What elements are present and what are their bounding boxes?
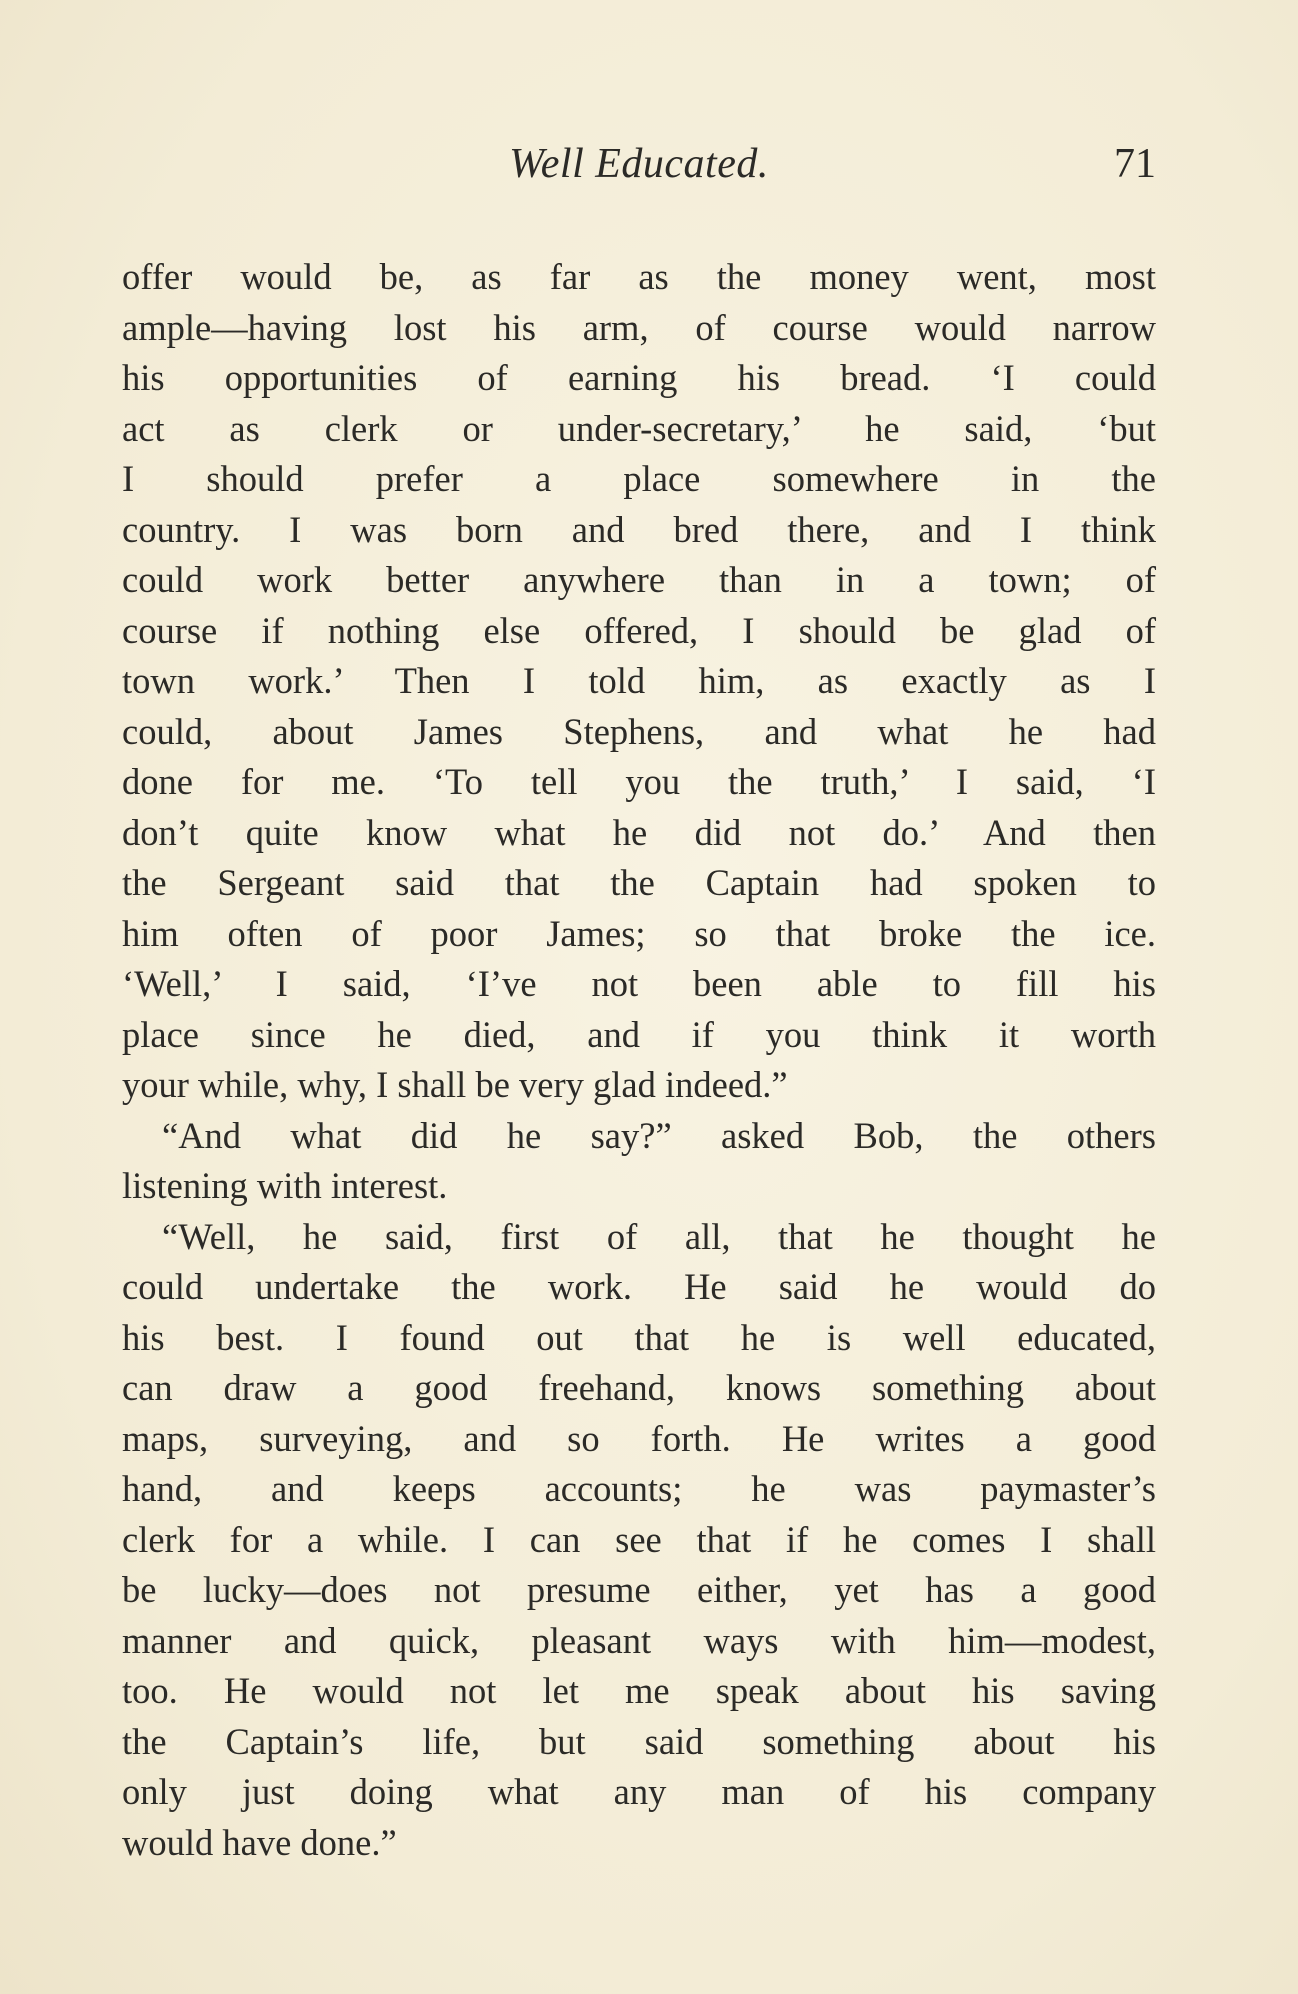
text-line: listening with interest. [122, 1165, 448, 1206]
running-title: Well Educated. [509, 141, 769, 187]
text-line: town work.’ Then I told him, as exactly as I [122, 660, 1156, 701]
page-number: 71 [1114, 141, 1156, 187]
text-line: the Sergeant said that the Captain had spoken to [122, 862, 1156, 903]
text-line: “Well, he said, first of all, that he thought he [162, 1215, 1156, 1257]
text-line: can draw a good freehand, knows something about [122, 1367, 1156, 1408]
body-text [122, 252, 1156, 1868]
text-line: manner and quick, pleasant ways with him—modest, [122, 1619, 1156, 1661]
text-line: “And what did he say?” asked Bob, the others [162, 1114, 1156, 1156]
text-line: only just doing what any man of his company [122, 1771, 1156, 1812]
text-line: clerk for a while. I can see that if he comes I shall [122, 1518, 1156, 1560]
text-line: him often of poor James; so that broke the ice. [122, 912, 1156, 954]
text-line: don’t quite know what he did not do.’ And then [122, 811, 1156, 853]
text-line: would have done.” [122, 1821, 397, 1863]
text-line: could work better anywhere than in a town; of [122, 559, 1156, 600]
text-line: offer would be, as far as the money went, most [122, 256, 1156, 297]
text-line: act as clerk or under-secretary,’ he said, ‘but [122, 407, 1156, 449]
text-line: maps, surveying, and so forth. He writes a good [122, 1417, 1156, 1459]
text-line: ample—having lost his arm, of course would narrow [122, 306, 1156, 348]
running-head [122, 140, 1156, 200]
text-line: the Captain’s life, but said something about his [122, 1720, 1156, 1762]
text-line: done for me. ‘To tell you the truth,’ I said, ‘I [122, 761, 1156, 802]
text-line: hand, and keeps accounts; he was paymaster’s [122, 1468, 1156, 1509]
text-line: I should prefer a place somewhere in the [122, 458, 1156, 499]
text-line: could, about James Stephens, and what he had [122, 710, 1156, 752]
text-line: too. He would not let me speak about his saving [122, 1670, 1156, 1711]
text-line: place since he died, and if you think it worth [122, 1013, 1156, 1055]
text-line: his best. I found out that he is well educated, [122, 1316, 1156, 1358]
text-line: your while, why, I shall be very glad indeed.” [122, 1064, 788, 1105]
text-line: course if nothing else offered, I should be glad of [122, 609, 1156, 651]
text-line: his opportunities of earning his bread. ‘I could [122, 357, 1156, 398]
text-line: ‘Well,’ I said, ‘I’ve not been able to fill his [122, 963, 1156, 1004]
text-line: country. I was born and bred there, and I think [122, 508, 1156, 550]
text-line: could undertake the work. He said he would do [122, 1266, 1156, 1307]
text-line: be lucky—does not presume either, yet has a good [122, 1569, 1156, 1610]
